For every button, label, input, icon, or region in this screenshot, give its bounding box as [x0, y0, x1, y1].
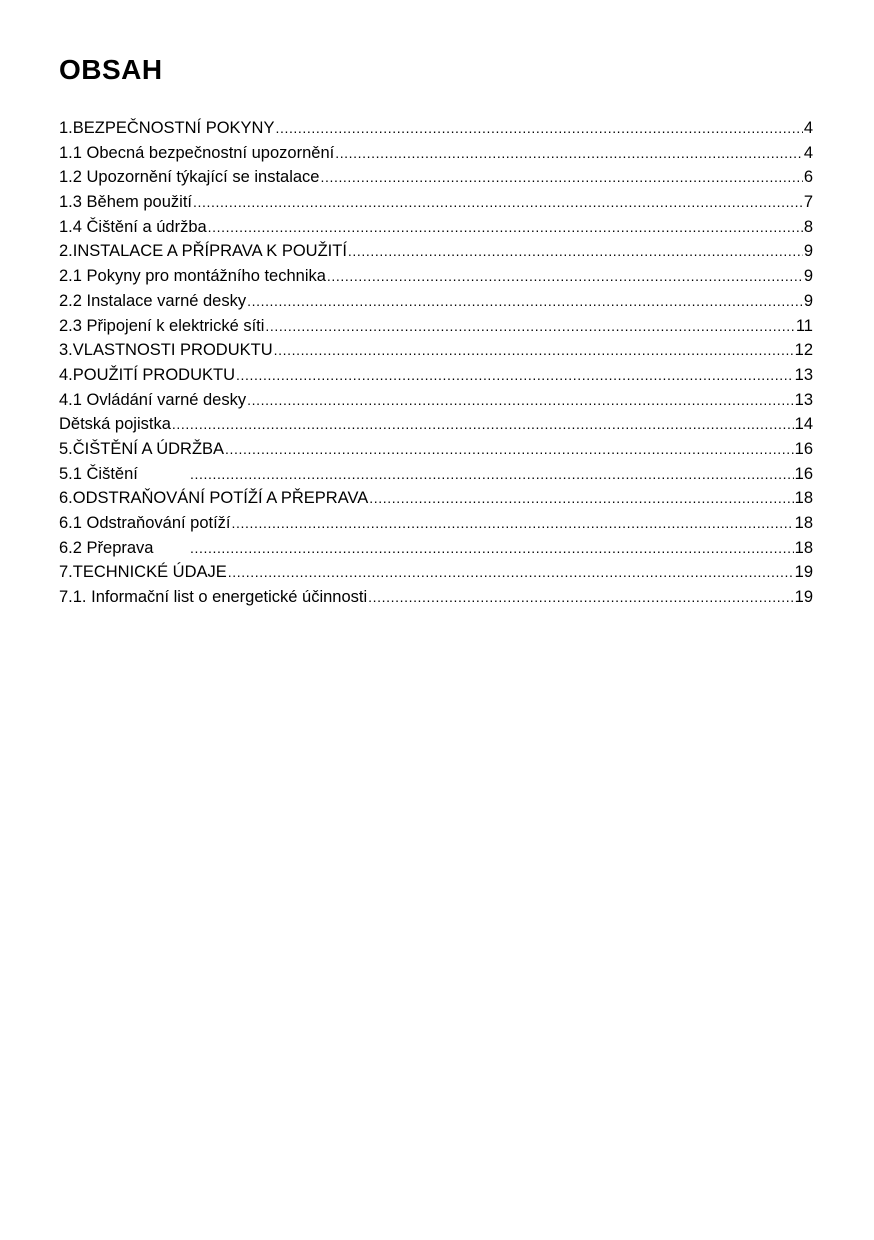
toc-entry-page: 16 [794, 439, 813, 458]
toc-entry-label: 5.ČIŠTĚNÍ A ÚDRŽBA [59, 439, 225, 458]
toc-entry-label: 1.1 Obecná bezpečnostní upozornění [59, 143, 335, 162]
toc-dot-leader [247, 388, 794, 413]
toc-entry[interactable] [59, 141, 813, 166]
toc-dot-leader [265, 314, 794, 339]
toc-entry-label: 4.POUŽITÍ PRODUKTU [59, 365, 236, 384]
toc-entry-page: 9 [803, 267, 813, 286]
toc-dot-leader [172, 412, 794, 437]
toc-entry-label: 2.INSTALACE A PŘÍPRAVA K POUŽITÍ [59, 242, 347, 261]
toc-entry-label: Dětská pojistka [59, 415, 171, 434]
toc-dot-leader [320, 165, 802, 190]
toc-entry[interactable] [59, 486, 813, 511]
toc-entry-label: 2.1 Pokyny pro montážního technika [59, 267, 326, 286]
toc-entry-label: 1.4 Čištění a údržba [59, 217, 207, 236]
toc-entry[interactable] [59, 116, 813, 141]
toc-entry-label: 1.3 Během použití [59, 193, 192, 212]
toc-entry-label: 2.2 Instalace varné desky [59, 291, 247, 310]
toc-entry[interactable] [59, 412, 813, 437]
toc-dot-leader [232, 511, 794, 536]
toc-dot-leader [193, 190, 803, 215]
toc-entry-page: 13 [794, 390, 813, 409]
toc-dot-leader [275, 116, 802, 141]
toc-entry-page: 14 [794, 415, 813, 434]
toc-dot-leader [348, 239, 803, 264]
toc-entry-label: 4.1 Ovládání varné desky [59, 390, 247, 409]
toc-dot-leader [335, 141, 803, 166]
toc-entry-label: 6.2 Přeprava [59, 538, 154, 557]
toc-entry[interactable] [59, 363, 813, 388]
toc-entry-page: 7 [803, 193, 813, 212]
toc-entry-page: 19 [794, 588, 813, 607]
toc-entry-page: 13 [794, 365, 813, 384]
toc-dot-leader [190, 462, 794, 487]
toc-entry-label: 1.BEZPEČNOSTNÍ POKYNY [59, 119, 275, 137]
toc-dot-leader [274, 338, 794, 363]
toc-entry[interactable] [59, 190, 813, 215]
toc-entry-page: 18 [794, 514, 813, 532]
toc-entry-label: 5.1 Čištění [59, 464, 138, 483]
toc-entry-page: 16 [794, 464, 813, 483]
toc-dot-leader [190, 536, 794, 561]
toc-entry-page: 18 [794, 489, 813, 508]
toc-entry-page: 8 [803, 217, 813, 236]
toc-entry[interactable] [59, 511, 813, 536]
toc-entry-page: 11 [795, 316, 813, 335]
toc-dot-leader [368, 585, 793, 610]
toc-entry-page: 18 [794, 538, 813, 557]
toc-entry[interactable] [59, 437, 813, 462]
toc-dot-leader [247, 289, 803, 314]
toc-entry[interactable] [59, 338, 813, 363]
toc-entry-label: 3.VLASTNOSTI PRODUKTU [59, 341, 273, 360]
toc-dot-leader [228, 560, 794, 585]
toc-entry-page: 19 [794, 563, 813, 582]
toc-dot-leader [327, 264, 803, 289]
toc-entry[interactable] [59, 239, 813, 264]
toc-entry-page: 4 [803, 119, 813, 137]
toc-entry-label: 7.TECHNICKÉ ÚDAJE [59, 563, 227, 582]
toc-entry[interactable] [59, 289, 813, 314]
toc-entry-label: 1.2 Upozornění týkající se instalace [59, 168, 320, 187]
toc-entry-page: 9 [803, 242, 813, 261]
toc-entry-label: 2.3 Připojení k elektrické síti [59, 316, 265, 335]
toc-dot-leader [369, 486, 793, 511]
page-title: OBSAH [59, 54, 163, 85]
toc-entry[interactable] [59, 215, 813, 240]
toc-entry-label: 6.ODSTRAŇOVÁNÍ POTÍŽÍ A PŘEPRAVA [59, 489, 369, 508]
toc-dot-leader [208, 215, 803, 240]
toc-entry-page: 6 [803, 168, 813, 187]
toc-entry-page: 9 [803, 291, 813, 310]
toc-entry[interactable] [59, 585, 813, 610]
toc-entry[interactable] [59, 462, 813, 487]
toc-entry[interactable] [59, 388, 813, 413]
toc-entry-page: 4 [803, 143, 813, 162]
toc-entry-label: 6.1 Odstraňování potíží [59, 514, 231, 532]
toc-entry[interactable] [59, 560, 813, 585]
toc-dot-leader [225, 437, 794, 462]
toc-entry[interactable] [59, 536, 813, 561]
table-of-contents [59, 116, 813, 610]
toc-entry-page: 12 [794, 341, 813, 360]
toc-entry[interactable] [59, 264, 813, 289]
toc-entry-label: 7.1. Informační list o energetické účinnosti [59, 588, 368, 607]
toc-dot-leader [236, 363, 794, 388]
toc-entry[interactable] [59, 165, 813, 190]
toc-entry[interactable] [59, 314, 813, 339]
